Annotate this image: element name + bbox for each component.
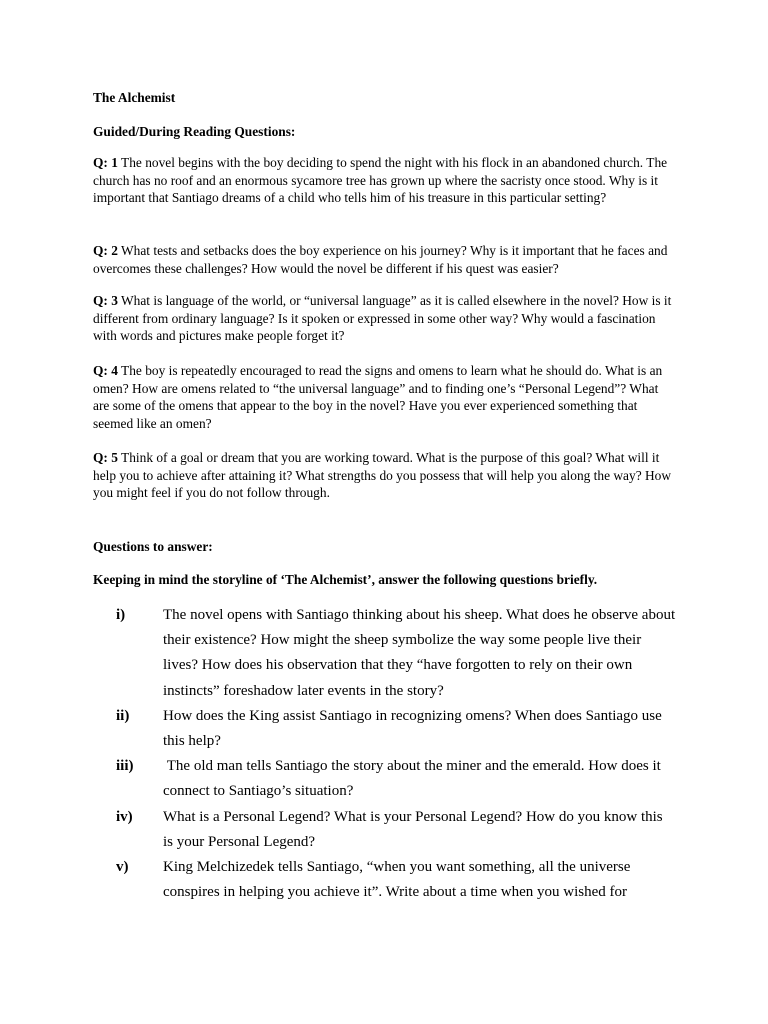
- item-number: ii): [116, 707, 130, 724]
- item-number: i): [116, 607, 126, 623]
- item-text: How does the King assist Santiago in recognizing omens? When does Santiago use this help?: [163, 707, 662, 750]
- item-text: King Melchizedek tells Santiago, “when you want something, all the universe conspires in helping you achieve it”. Write about a time when you wished for: [163, 859, 631, 901]
- question-text: What tests and setbacks does the boy experience on his journey? Why is it important that he faces and overcomes these challenges? How would the novel be different if his quest was easier?: [93, 243, 668, 276]
- answer-heading: Questions to answer:: [93, 539, 213, 554]
- item-text: The novel opens with Santiago thinking about his sheep. What does he observe about their existence? How might the sheep symbolize the way some people live their lives? How does his observation that they “have forgotten to rely on their own instincts” foreshadow later events in the story?: [163, 607, 676, 699]
- guided-heading: Guided/During Reading Questions:: [93, 124, 296, 139]
- list-item: [116, 603, 676, 704]
- question-text: What is language of the world, or “universal language” as it is called elsewhere in the novel? How is it different from ordinary language? Is it spoken or expressed in some other way? Why would a fascination with words and pictures make people forget it?: [93, 293, 672, 344]
- question-label: Q: 2: [93, 243, 118, 258]
- guided-question: [93, 292, 673, 345]
- list-item: [116, 704, 676, 754]
- answer-question-list: [116, 603, 676, 905]
- item-text: What is a Personal Legend? What is your Personal Legend? How do you know this is your Personal Legend?: [163, 808, 663, 850]
- item-number: iv): [116, 808, 133, 825]
- item-number: v): [116, 859, 129, 876]
- question-label: Q: 3: [93, 293, 118, 308]
- question-text: The boy is repeatedly encouraged to read the signs and omens to learn what he should do. What is an omen? How are omens related to “the universal language” and to finding one’s “Personal Legend”? What are some of the omens that appear to the boy in the novel? Have you ever experienced something that seemed like an omen?: [93, 363, 663, 431]
- item-text: The old man tells Santiago the story about the miner and the emerald. How does it connect to Santiago’s situation?: [163, 758, 665, 800]
- list-item: [116, 855, 676, 905]
- question-label: Q: 5: [93, 450, 118, 465]
- list-item: [116, 754, 676, 804]
- question-text: Think of a goal or dream that you are working toward. What is the purpose of this goal? What will it help you to achieve after attaining it? What strengths do you possess that will help you along the way? How you might feel if you do not follow through.: [93, 450, 672, 501]
- question-label: Q: 1: [93, 155, 118, 170]
- item-number: iii): [116, 758, 134, 775]
- question-label: Q: 4: [93, 363, 118, 378]
- list-item: [116, 805, 676, 855]
- guided-question: [93, 154, 673, 207]
- guided-question: [93, 242, 673, 277]
- document-title: The Alchemist: [93, 90, 176, 105]
- instruction-text: Keeping in mind the storyline of ‘The Alchemist’, answer the following questions briefly.: [93, 572, 598, 587]
- guided-question: [93, 362, 673, 432]
- guided-question: [93, 449, 673, 502]
- question-text: The novel begins with the boy deciding to spend the night with his flock in an abandoned church. The church has no roof and an enormous sycamore tree has grown up where the sacristy once stood. Why is it important that Santiago dreams of a child who tells him of his treasure in this particular setting?: [93, 155, 668, 206]
